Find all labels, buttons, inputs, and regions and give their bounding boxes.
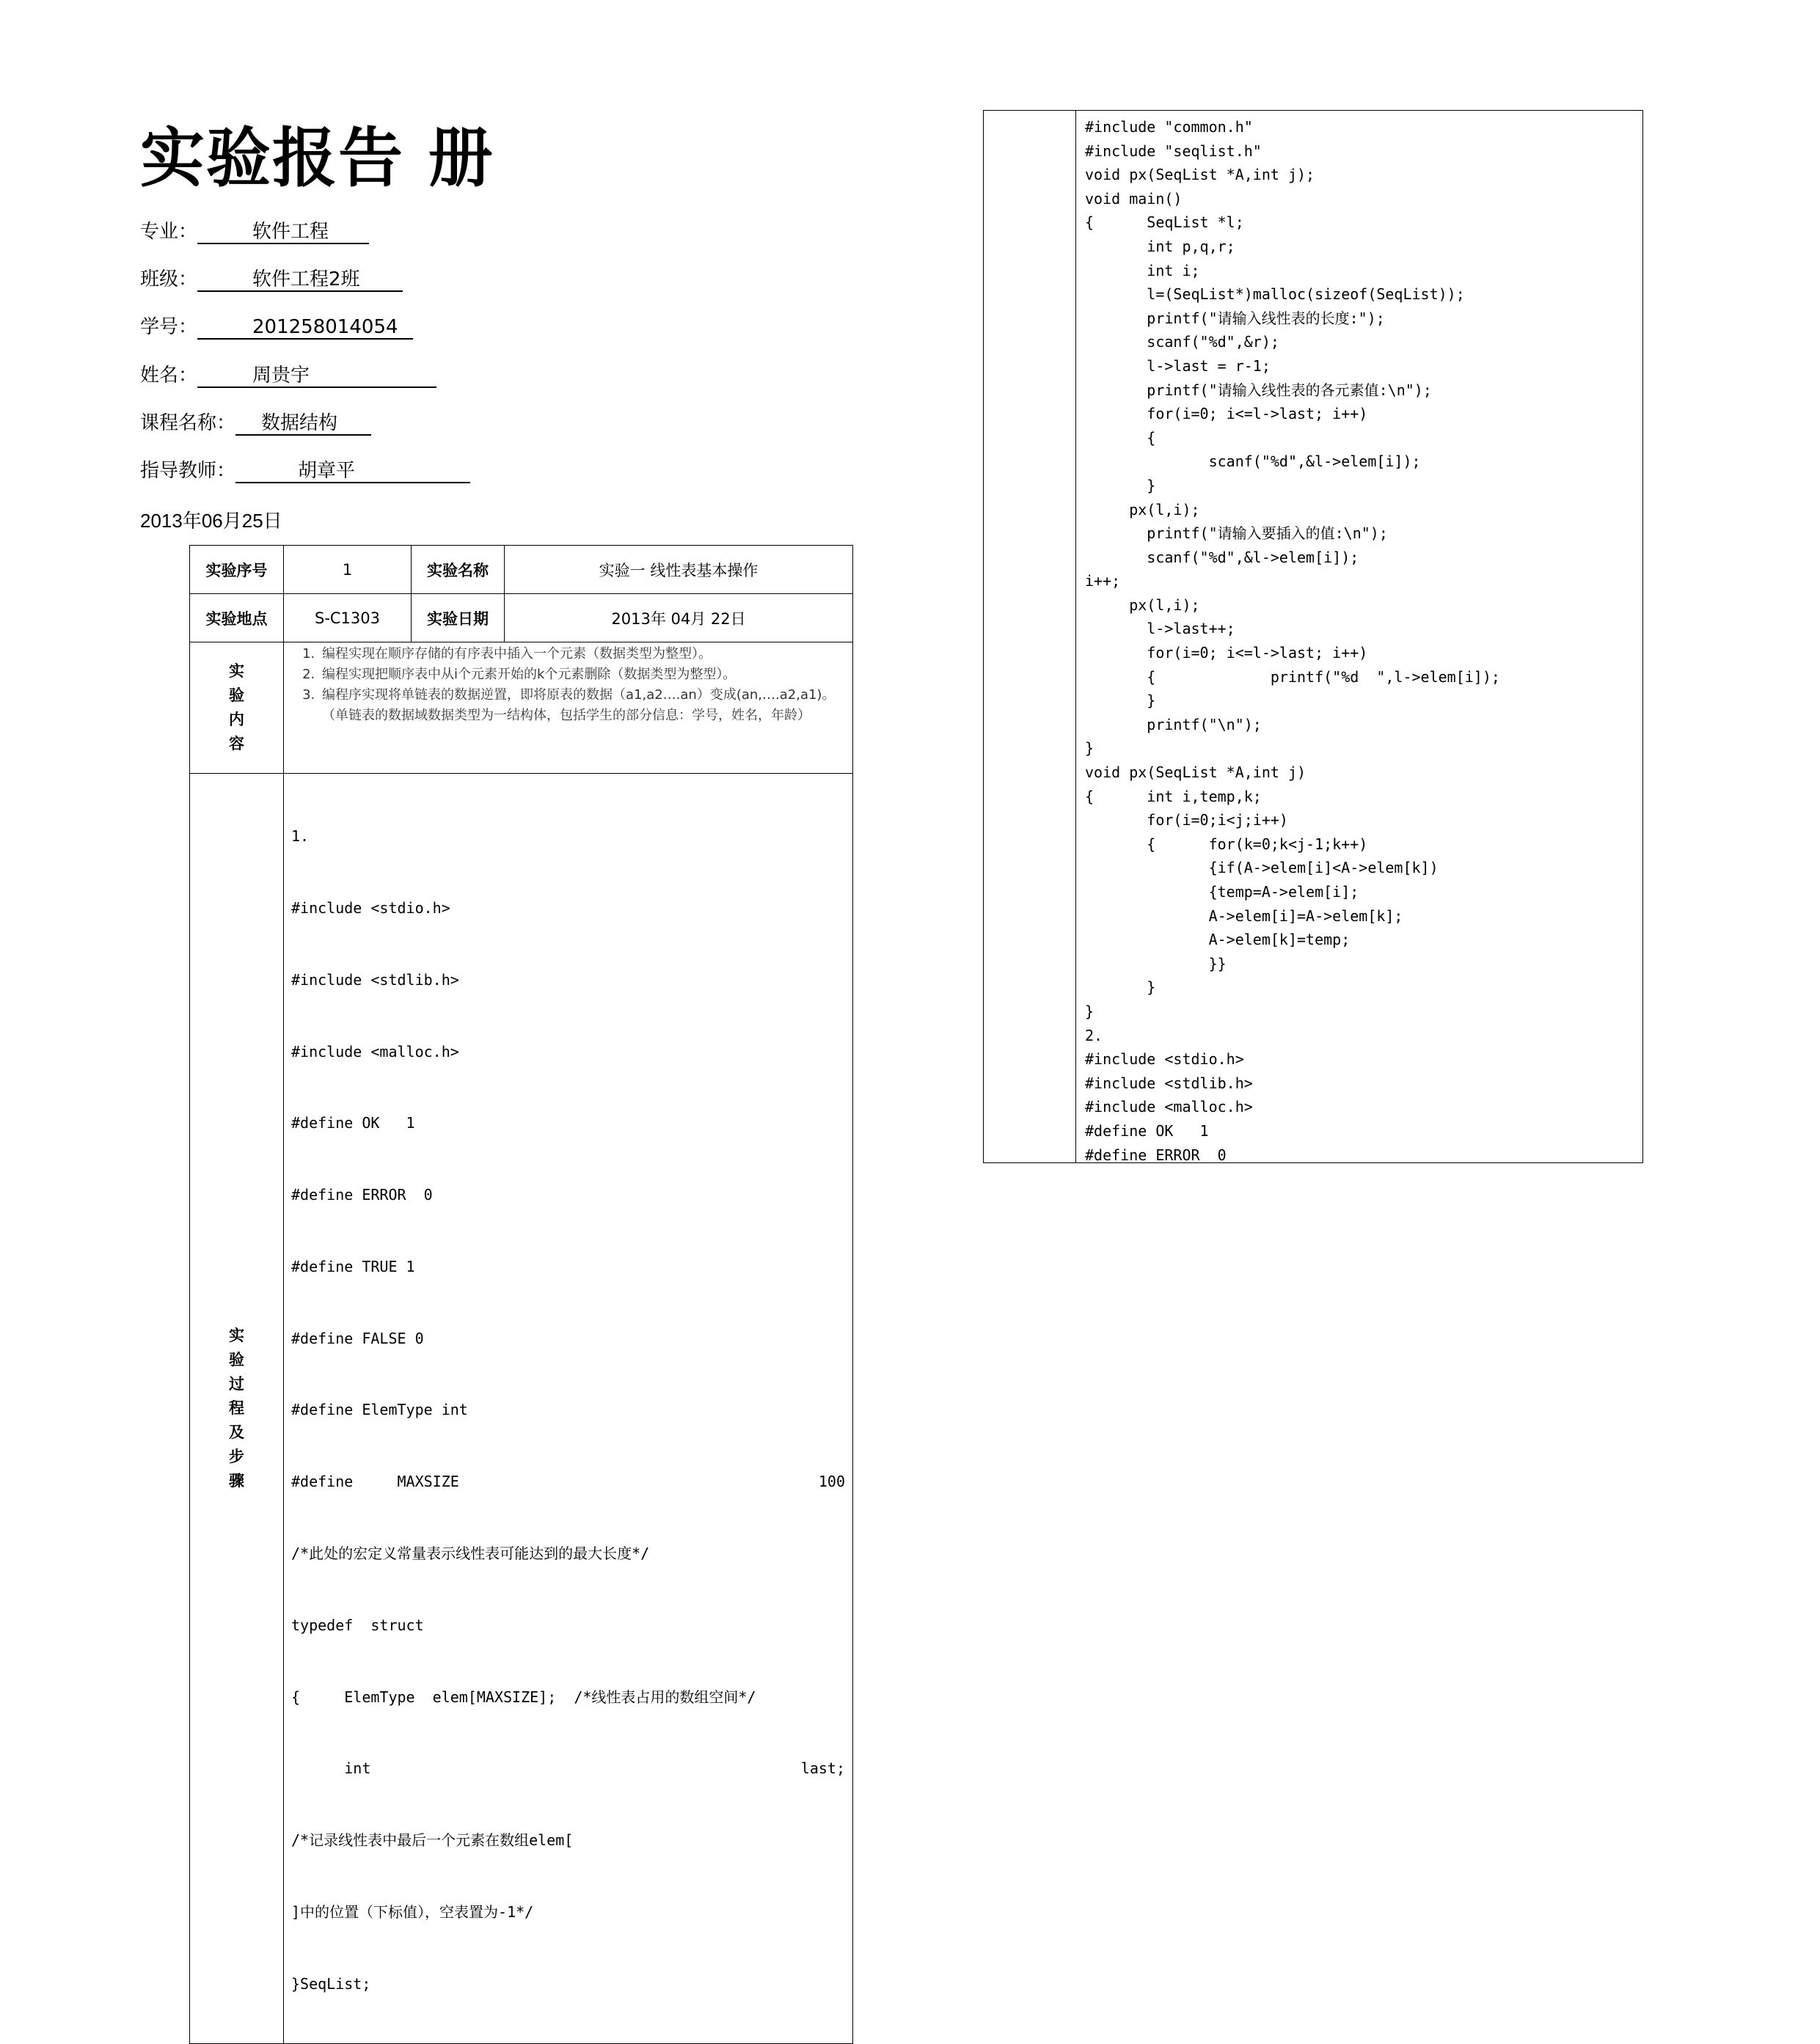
field-student-id — [140, 312, 413, 342]
label-char: 内 — [229, 711, 244, 728]
code-line: for(i=0;i<j;i++) — [1085, 811, 1288, 829]
code-line: #include <malloc.h> — [1085, 1098, 1253, 1116]
code-line: void px(SeqList *A,int j); — [1085, 166, 1315, 184]
table-row — [190, 642, 853, 774]
field-value: 软件工程2班 — [197, 267, 403, 292]
field-label: 学号： — [140, 316, 198, 338]
code-line: #include "common.h" — [1085, 118, 1253, 136]
column-divider — [1075, 111, 1076, 1162]
field-value: 201258014054 — [197, 315, 413, 340]
code-line: void px(SeqList *A,int j) — [1085, 763, 1306, 782]
code-line: px(l,i); — [1085, 596, 1200, 614]
code-line: scanf("%d",&l->elem[i]); — [1085, 453, 1421, 471]
code-line: #include <stdio.h> — [291, 898, 450, 917]
code-line: { printf("%d ",l->elem[i]); — [1085, 667, 1500, 686]
code-line: scanf("%d",&l->elem[i]); — [1085, 548, 1359, 566]
code-line: { SeqList *l; — [1085, 213, 1244, 232]
label-char: 步 — [229, 1448, 244, 1466]
code-line: #define OK 1 — [291, 1114, 415, 1132]
experiment-name-value: 实验一 线性表基本操作 — [505, 546, 853, 594]
code-line: #include <stdio.h> — [1085, 1050, 1244, 1069]
code-line: #define ERROR 0 — [1085, 1146, 1227, 1164]
code-line: #define ElemType int — [291, 1401, 468, 1419]
code-text: #define MAXSIZE — [291, 1473, 459, 1491]
code-line: {temp=A->elem[i]; — [1085, 883, 1359, 901]
code-line: printf("\n"); — [1085, 715, 1262, 733]
label-char: 验 — [229, 1351, 244, 1369]
label-char: 容 — [229, 735, 244, 752]
code-line: }} — [1085, 954, 1227, 972]
field-value: 软件工程 — [197, 219, 369, 244]
code-line — [291, 1757, 845, 1781]
code-line: { ElemType elem[MAXSIZE]; /*线性表占用的数组空间*/ — [291, 1688, 756, 1706]
field-name — [140, 361, 436, 390]
code-line: { — [1085, 428, 1156, 447]
experiment-date-value: 2013年 04月 22日 — [505, 594, 853, 642]
field-value: 数据结构 — [235, 411, 371, 436]
field-course — [140, 409, 371, 438]
code-line: printf("请输入线性表的各元素值:\n"); — [1085, 381, 1432, 399]
report-date: 2013年06月25日 — [140, 510, 282, 532]
process-cell — [284, 774, 853, 2044]
field-major — [140, 217, 369, 246]
label-char: 实 — [229, 662, 244, 680]
code-line: }SeqList; — [291, 1974, 371, 1993]
content-cell — [284, 642, 853, 774]
report-table — [189, 545, 853, 2044]
field-teacher — [140, 456, 470, 486]
code-line: int i; — [1085, 261, 1200, 279]
process-label — [190, 774, 284, 2044]
code-line: #include <stdlib.h> — [1085, 1074, 1253, 1092]
label-char: 过 — [229, 1375, 244, 1393]
code-line: /*此处的宏定义常量表示线性表可能达到的最大长度*/ — [291, 1545, 650, 1562]
code-line: { int i,temp,k; — [1085, 787, 1262, 805]
code-line: } — [1085, 978, 1156, 997]
code-line: ]中的位置（下标值），空表置为-1*/ — [291, 1902, 534, 1921]
field-class — [140, 265, 403, 294]
code-line: scanf("%d",&r); — [1085, 333, 1279, 351]
process-code — [291, 777, 845, 2043]
code-line: typedef struct — [291, 1616, 424, 1634]
content-list — [284, 644, 852, 726]
code-line — [291, 1470, 845, 1494]
experiment-no-label: 实验序号 — [190, 546, 284, 594]
experiment-place-value: S-C1303 — [284, 594, 412, 642]
table-row — [190, 774, 853, 2044]
code-line: } — [1085, 476, 1156, 494]
code-text: int — [291, 1759, 371, 1778]
label-char: 实 — [229, 1327, 244, 1345]
label-char: 骤 — [229, 1472, 244, 1490]
field-label: 专业： — [140, 221, 198, 243]
code-line: l=(SeqList*)malloc(sizeof(SeqList)); — [1085, 285, 1465, 304]
code-line: { for(k=0;k<j-1;k++) — [1085, 835, 1368, 853]
code-text: 100 — [818, 1473, 845, 1491]
code-line: } — [1085, 1002, 1094, 1020]
code-line: for(i=0; i<=l->last; i++) — [1085, 644, 1368, 662]
experiment-no-value: 1 — [284, 546, 412, 594]
code-line: void main() — [1085, 189, 1183, 208]
field-value: 周贵宇 — [197, 363, 436, 388]
code-line: printf("请输入要插入的值:\n"); — [1085, 524, 1388, 543]
experiment-place-label: 实验地点 — [190, 594, 284, 642]
code-line: #define ERROR 0 — [291, 1186, 433, 1204]
label-char: 及 — [229, 1424, 244, 1442]
list-item: 3. 编程序实现将单链表的数据逆置，即将原表的数据（a1,a2….an）变成(an,….a2,a1)。（单链表的数据域数据类型为一结构体，包括学生的部分信息：学号，姓名，年龄） — [319, 685, 847, 726]
field-value: 胡章平 — [235, 458, 470, 483]
code-line: #define TRUE 1 — [291, 1257, 415, 1275]
cover-title: 实验报告 册 — [140, 120, 494, 196]
content-label — [190, 642, 284, 774]
field-label: 指导教师： — [140, 460, 236, 482]
code-line: #include "seqlist.h" — [1085, 142, 1262, 160]
code-line: l->last = r-1; — [1085, 356, 1271, 375]
table-row — [190, 546, 853, 594]
code-line: printf("请输入线性表的长度:"); — [1085, 309, 1385, 327]
code-line: #define OK 1 — [1085, 1121, 1209, 1140]
table-row — [190, 594, 853, 642]
field-label: 课程名称： — [140, 412, 236, 434]
list-item: 2. 编程实现把顺序表中从i个元素开始的k个元素删除（数据类型为整型）。 — [319, 664, 847, 685]
code-line: #include <malloc.h> — [291, 1042, 459, 1061]
code-page-frame — [983, 110, 1643, 1163]
code-line: } — [1085, 692, 1156, 710]
code-line: for(i=0; i<=l->last; i++) — [1085, 405, 1368, 423]
code-line: /*记录线性表中最后一个元素在数组elem[ — [291, 1831, 574, 1850]
code-listing — [1085, 115, 1637, 1167]
code-line: 2. — [1085, 1026, 1103, 1044]
code-line: i++; — [1085, 572, 1121, 590]
code-line: A->elem[k]=temp; — [1085, 931, 1351, 949]
code-line: {if(A->elem[i]<A->elem[k]) — [1085, 859, 1439, 877]
label-char: 程 — [229, 1399, 244, 1418]
experiment-name-label: 实验名称 — [412, 546, 505, 594]
field-label: 班级： — [140, 268, 198, 290]
field-label: 姓名： — [140, 365, 198, 387]
label-char: 验 — [229, 686, 244, 704]
code-line: px(l,i); — [1085, 500, 1200, 519]
code-text: last; — [800, 1759, 845, 1778]
code-line: #define FALSE 0 — [291, 1329, 424, 1347]
code-line: A->elem[i]=A->elem[k]; — [1085, 906, 1403, 925]
experiment-date-label: 实验日期 — [412, 594, 505, 642]
code-line: 1. — [291, 827, 310, 846]
code-line: l->last++; — [1085, 620, 1235, 638]
code-line: } — [1085, 739, 1094, 758]
code-line: int p,q,r; — [1085, 237, 1235, 255]
code-line: #include <stdlib.h> — [291, 970, 459, 989]
list-item: 1. 编程实现在顺序存储的有序表中插入一个元素（数据类型为整型）。 — [319, 644, 847, 664]
